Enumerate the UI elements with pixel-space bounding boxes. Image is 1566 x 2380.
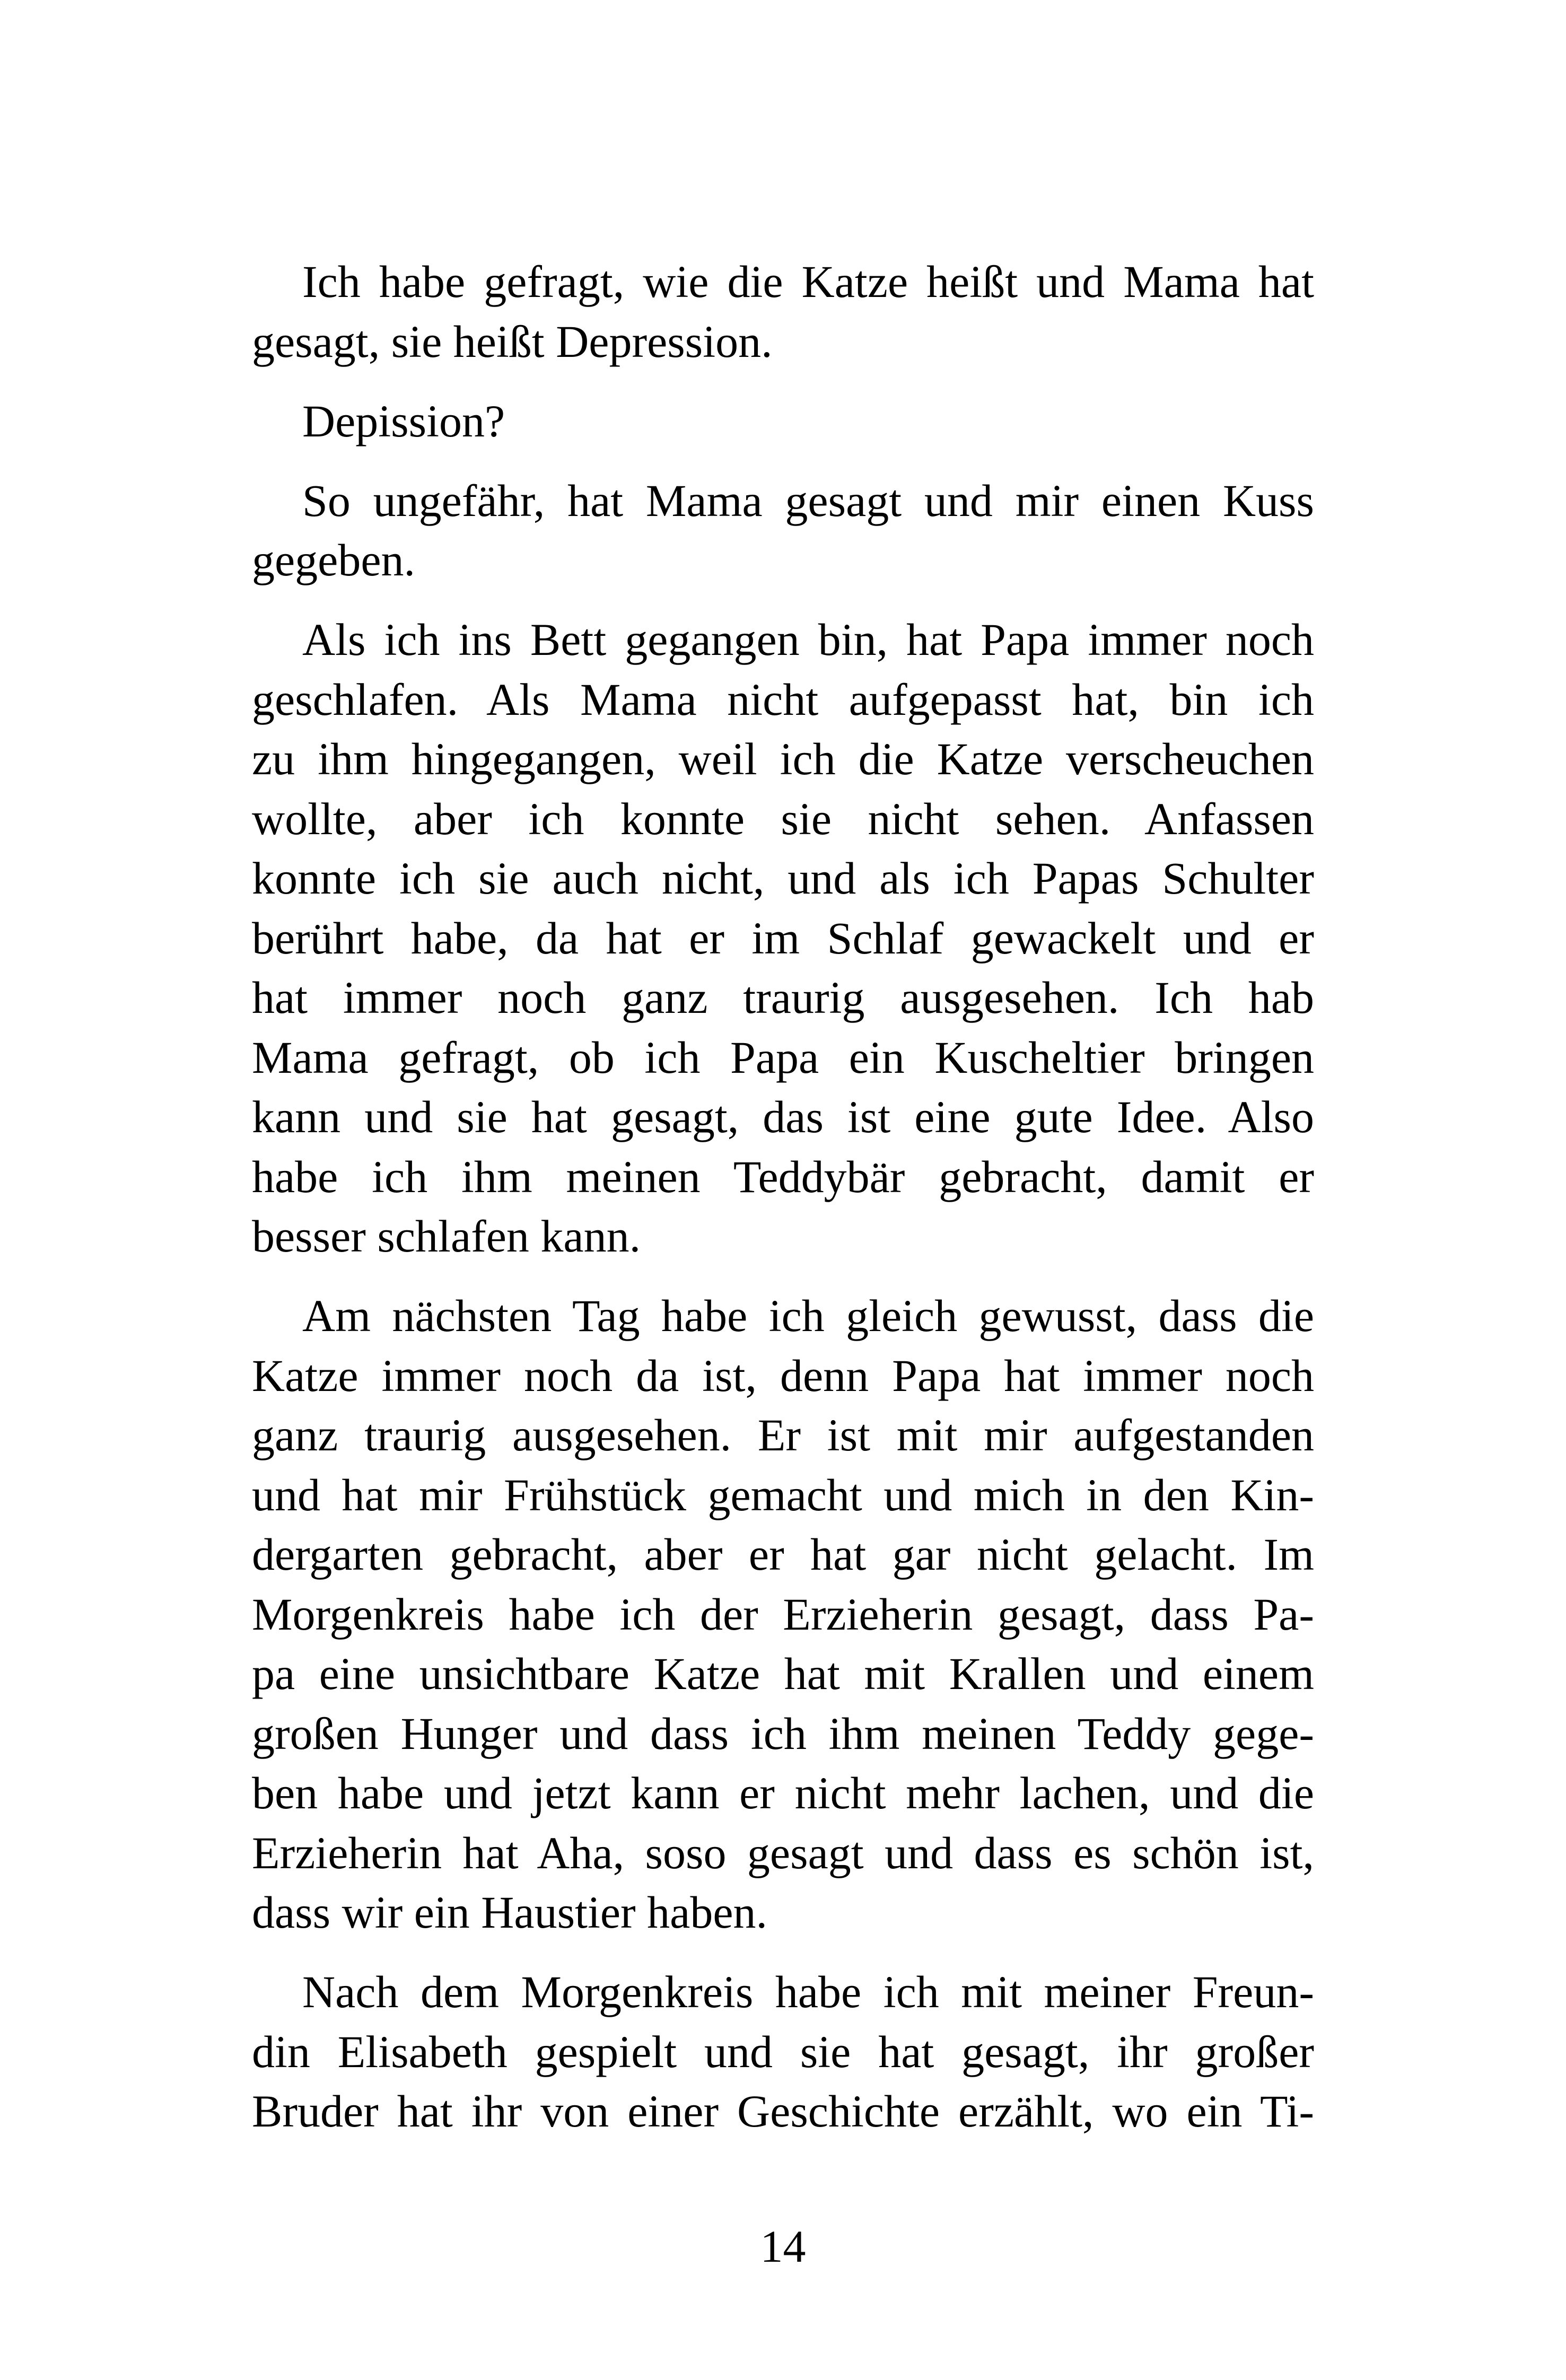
paragraph [252, 1962, 1314, 2141]
text-line: Am nächsten Tag habe ich gleich gewusst, dass die [302, 1290, 1314, 1341]
text-line: dergarten gebracht, aber er hat gar nicht gelacht. Im [252, 1529, 1314, 1580]
paragraph [252, 391, 1314, 451]
text-line: großen Hunger und dass ich ihm meinen Teddy gege- [252, 1708, 1314, 1759]
text-line: Katze immer noch da ist, denn Papa hat immer noch [252, 1350, 1314, 1401]
text-line: Erzieherin hat Aha, soso gesagt und dass es schön ist, [252, 1827, 1314, 1878]
text-line: Bruder hat ihr von einer Geschichte erzählt, wo ein Ti- [252, 2086, 1314, 2137]
text-line: kann und sie hat gesagt, das ist eine gute Idee. Also [252, 1091, 1314, 1142]
text-line: Morgenkreis habe ich der Erzieherin gesagt, dass Pa- [252, 1588, 1314, 1640]
text-line: dass wir ein Haustier haben. [252, 1887, 767, 1938]
paragraph [252, 252, 1314, 371]
text-line: So ungefähr, hat Mama gesagt und mir einen Kuss [302, 475, 1314, 526]
text-line: wollte, aber ich konnte sie nicht sehen. Anfassen [252, 793, 1314, 844]
text-line: Nach dem Morgenkreis habe ich mit meiner Freun- [302, 1966, 1314, 2017]
text-line: berührt habe, da hat er im Schlaf gewackelt und er [252, 912, 1314, 964]
text-line: konnte ich sie auch nicht, und als ich Papas Schulter [252, 853, 1314, 904]
text-line: din Elisabeth gespielt und sie hat gesagt, ihr großer [252, 2026, 1314, 2077]
text-line: hat immer noch ganz traurig ausgesehen. Ich hab [252, 972, 1314, 1023]
text-line: geschlafen. Als Mama nicht aufgepasst hat, bin ich [252, 673, 1314, 725]
text-line: ben habe und jetzt kann er nicht mehr lachen, und die [252, 1768, 1314, 1818]
text-line: Depission? [302, 395, 505, 447]
text-line: besser schlafen kann. [252, 1211, 641, 1262]
text-line: Als ich ins Bett gegangen bin, hat Papa immer noch [302, 614, 1314, 665]
paragraph [252, 1286, 1314, 1942]
body-text [252, 252, 1314, 2141]
text-line: zu ihm hingegangen, weil ich die Katze verscheuchen [252, 733, 1314, 784]
paragraph [252, 610, 1314, 1266]
text-line: gesagt, sie heißt Depression. [252, 316, 773, 367]
text-line: Mama gefragt, ob ich Papa ein Kuscheltier bringen [252, 1031, 1314, 1083]
page-number: 14 [760, 2221, 806, 2272]
text-line: pa eine unsichtbare Katze hat mit Krallen und einem [252, 1648, 1314, 1699]
text-line: Ich habe gefragt, wie die Katze heißt und Mama hat [302, 256, 1314, 307]
text-line: und hat mir Frühstück gemacht und mich in den Kin- [252, 1469, 1314, 1520]
text-line: ganz traurig ausgesehen. Er ist mit mir aufgestanden [252, 1410, 1314, 1460]
text-line: habe ich ihm meinen Teddybär gebracht, damit er [252, 1151, 1314, 1202]
paragraph [252, 471, 1314, 590]
text-line: gegeben. [252, 535, 416, 585]
